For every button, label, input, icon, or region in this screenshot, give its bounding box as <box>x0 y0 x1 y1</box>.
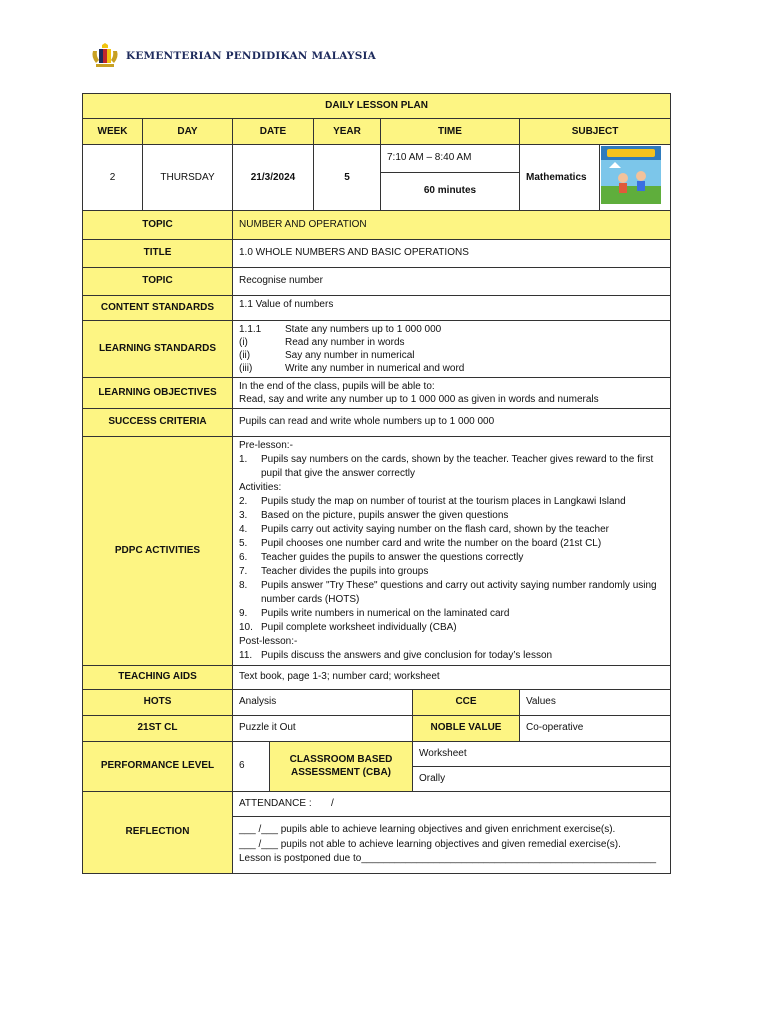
year-value: 5 <box>314 145 381 211</box>
activity-item <box>239 453 664 481</box>
lesson-plan-table <box>82 93 671 874</box>
pre-lesson-list <box>239 453 664 481</box>
activity-item-text: Pupils say numbers on the cards, shown by the teacher. Teacher gives reward to the first pupil that give the answer correctly <box>261 453 654 479</box>
learning-standard-item-number: (i) <box>239 336 248 348</box>
learning-standard-item <box>239 336 664 349</box>
activity-item-text: Pupil chooses one number card and write the number on the board (21st CL) <box>261 537 602 549</box>
content-standards-value: 1.1 Value of numbers <box>233 295 671 320</box>
activity-item <box>239 537 664 551</box>
cba-label: CLASSROOM BASED ASSESSMENT (CBA) <box>270 741 413 791</box>
activity-item <box>239 509 664 523</box>
activity-item-text: Pupil complete worksheet individually (CBA) <box>261 621 457 633</box>
pre-lesson-heading: Pre-lesson:- <box>239 439 293 451</box>
activity-item-number: 10. <box>239 621 253 633</box>
teaching-aids-label: TEACHING AIDS <box>83 665 233 689</box>
reflection-label: REFLECTION <box>83 791 233 873</box>
activity-item <box>239 621 664 635</box>
pdpc-activities-value <box>233 436 671 665</box>
activity-item-text: Teacher divides the pupils into groups <box>261 565 429 577</box>
learning-standard-item <box>239 362 664 375</box>
activity-item-number: 3. <box>239 509 248 521</box>
activity-item-number: 2. <box>239 495 248 507</box>
reflection-value <box>233 816 671 873</box>
cce-value: Values <box>520 689 671 715</box>
activity-item-number: 1. <box>239 453 248 465</box>
plan-title: DAILY LESSON PLAN <box>83 94 671 119</box>
post-lesson-list <box>239 649 664 663</box>
hots-label: HOTS <box>83 689 233 715</box>
reflection-line-1: ___ /___ pupils able to achieve learning objectives and given enrichment exercise(s). <box>239 824 616 836</box>
learning-standard-item-text: State any numbers up to 1 000 000 <box>285 323 442 335</box>
learning-standard-item <box>239 349 664 362</box>
learning-standards-value <box>233 320 671 377</box>
activities-list <box>239 495 664 635</box>
topic-value: NUMBER AND OPERATION <box>233 210 671 239</box>
activity-item-number: 8. <box>239 579 248 591</box>
objectives-line-2: Read, say and write any number up to 1 000 000 as given in words and numerals <box>239 393 599 405</box>
noble-value-label: NOBLE VALUE <box>413 715 520 741</box>
activity-item-text: Pupils carry out activity saying number on the flash card, shown by the teacher <box>261 523 609 535</box>
attendance-line: ATTENDANCE : / <box>233 791 671 816</box>
activity-item-text: Teacher guides the pupils to answer the questions correctly <box>261 551 524 563</box>
21st-cl-label: 21ST CL <box>83 715 233 741</box>
activity-item <box>239 607 664 621</box>
title-label: TITLE <box>83 239 233 267</box>
noble-value-value: Co-operative <box>520 715 671 741</box>
ministry-name: KEMENTERIAN PENDIDIKAN MALAYSIA <box>126 50 376 62</box>
learning-standard-item <box>239 323 664 336</box>
cba-orally: Orally <box>413 766 671 791</box>
learning-objectives-value <box>233 377 671 408</box>
activity-item-number: 9. <box>239 607 248 619</box>
activity-item-text: Pupils study the map on number of tourist at the tourism places in Langkawi Island <box>261 495 626 507</box>
learning-standard-item-text: Write any number in numerical and word <box>285 362 465 374</box>
subject-value: Mathematics <box>520 145 600 211</box>
pdpc-activities-label: PDPC ACTIVITIES <box>83 436 233 665</box>
time-range: 7:10 AM – 8:40 AM <box>381 145 520 173</box>
activity-item-number: 5. <box>239 537 248 549</box>
content-standards-label: CONTENT STANDARDS <box>83 295 233 320</box>
date-value: 21/3/2024 <box>233 145 314 211</box>
header-time: TIME <box>381 119 520 145</box>
title-value: 1.0 WHOLE NUMBERS AND BASIC OPERATIONS <box>233 239 671 267</box>
performance-level-value: 6 <box>233 741 270 791</box>
activity-item-number: 4. <box>239 523 248 535</box>
activity-item <box>239 649 664 663</box>
learning-objectives-label: LEARNING OBJECTIVES <box>83 377 233 408</box>
learning-standards-label: LEARNING STANDARDS <box>83 320 233 377</box>
activity-item <box>239 565 664 579</box>
subtopic-value: Recognise number <box>233 267 671 295</box>
activity-item <box>239 551 664 565</box>
activity-item <box>239 523 664 537</box>
reflection-line-2: ___ /___ pupils not able to achieve learning objectives and given remedial exercise(s). <box>239 838 621 850</box>
cce-label: CCE <box>413 689 520 715</box>
activity-item-number: 7. <box>239 565 248 577</box>
activity-item-number: 11. <box>239 649 253 661</box>
activity-item-text: Pupils discuss the answers and give conclusion for today’s lesson <box>261 649 553 661</box>
learning-standard-item-number: 1.1.1 <box>239 323 262 335</box>
learning-standards-list <box>239 323 664 375</box>
textbook-cover-cell <box>600 145 671 211</box>
hots-value: Analysis <box>233 689 413 715</box>
post-lesson-heading: Post-lesson:- <box>239 635 298 647</box>
teaching-aids-value: Text book, page 1-3; number card; worksheet <box>233 665 671 689</box>
success-criteria-label: SUCCESS CRITERIA <box>83 408 233 436</box>
header-date: DATE <box>233 119 314 145</box>
activities-heading: Activities: <box>239 481 282 493</box>
subtopic-label: TOPIC <box>83 267 233 295</box>
cba-worksheet: Worksheet <box>413 741 671 766</box>
header-week: WEEK <box>83 119 143 145</box>
learning-standard-item-number: (ii) <box>239 349 251 361</box>
duration-value: 60 minutes <box>381 172 520 210</box>
activity-item-text: Based on the picture, pupils answer the given questions <box>261 509 509 521</box>
success-criteria-value: Pupils can read and write whole numbers up to 1 000 000 <box>233 408 671 436</box>
activity-item <box>239 495 664 509</box>
activity-item-text: Pupils write numbers in numerical on the laminated card <box>261 607 510 619</box>
activity-item-number: 6. <box>239 551 248 563</box>
21st-cl-value: Puzzle it Out <box>233 715 413 741</box>
header-day: DAY <box>143 119 233 145</box>
header-subject: SUBJECT <box>520 119 671 145</box>
performance-level-label: PERFORMANCE LEVEL <box>83 741 233 791</box>
objectives-line-1: In the end of the class, pupils will be able to: <box>239 380 435 392</box>
malaysia-crest-logo <box>90 43 120 69</box>
activity-item <box>239 579 664 607</box>
activity-item-text: Pupils answer "Try These" questions and carry out activity saying number randomly using number cards (HOTS) <box>261 579 657 605</box>
day-value: THURSDAY <box>143 145 233 211</box>
textbook-cover-image <box>601 146 661 204</box>
ministry-header <box>90 42 376 70</box>
week-value: 2 <box>83 145 143 211</box>
learning-standard-item-text: Read any number in words <box>285 336 405 348</box>
topic-label: TOPIC <box>83 210 233 239</box>
reflection-line-3: Lesson is postponed due to_____________________________________________________ <box>239 853 657 865</box>
learning-standard-item-text: Say any number in numerical <box>285 349 415 361</box>
learning-standard-item-number: (iii) <box>239 362 253 374</box>
header-year: YEAR <box>314 119 381 145</box>
